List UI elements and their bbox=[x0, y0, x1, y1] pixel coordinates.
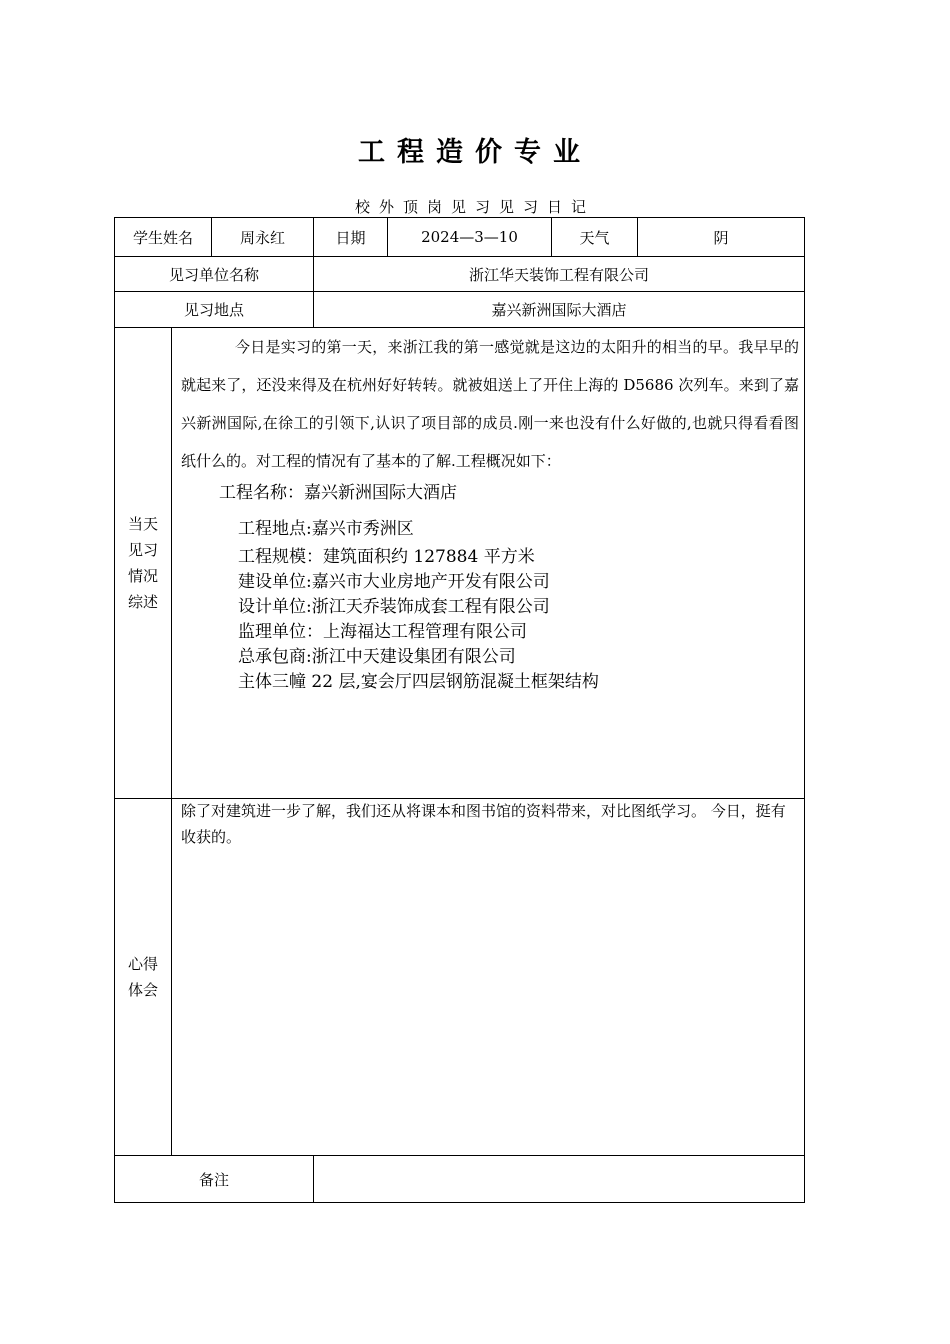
project-supervisor: 监理单位：上海福达工程管理有限公司 bbox=[238, 622, 527, 642]
project-details bbox=[238, 545, 599, 695]
unit-value: 浙江华天装饰工程有限公司 bbox=[468, 265, 649, 284]
summary-label: 当天见习情况综述 bbox=[128, 515, 159, 611]
project-scale: 工程规模：建筑面积约 127884 平方米 bbox=[238, 547, 535, 567]
project-location: 工程地点:嘉兴市秀洲区 bbox=[238, 519, 414, 539]
remarks-label: 备注 bbox=[198, 1170, 229, 1189]
date-label: 日期 bbox=[335, 228, 366, 247]
date-value: 2024—3—10 bbox=[421, 228, 518, 246]
unit-label: 见习单位名称 bbox=[168, 265, 259, 284]
location-value: 嘉兴新洲国际大酒店 bbox=[491, 301, 627, 319]
project-owner: 建设单位:嘉兴市大业房地产开发有限公司 bbox=[238, 572, 550, 592]
reflection-label-cell bbox=[128, 799, 158, 1155]
project-contractor: 总承包商:浙江中天建设集团有限公司 bbox=[238, 647, 516, 667]
reflection-text: 除了对建筑进一步了解，我们还从将课本和图书馆的资料带来，对比图纸学习。 今日，挺有收获的。 bbox=[181, 802, 786, 846]
remarks-value bbox=[314, 1156, 804, 1202]
project-designer: 设计单位:浙江天乔装饰成套工程有限公司 bbox=[238, 597, 550, 617]
weather-label: 天气 bbox=[579, 228, 610, 247]
summary-label-cell bbox=[128, 328, 158, 798]
location-label: 见习地点 bbox=[183, 301, 244, 319]
page-subtitle: 校外顶岗见习见习日记 bbox=[354, 198, 595, 216]
project-structure: 主体三幢 22 层,宴会厅四层钢筋混凝土框架结构 bbox=[238, 672, 599, 692]
project-name: 工程名称：嘉兴新洲国际大酒店 bbox=[219, 483, 457, 503]
weather-value: 阴 bbox=[713, 228, 729, 247]
reflection-label: 心得体会 bbox=[128, 955, 159, 999]
page-title: 工程造价专业 bbox=[358, 137, 592, 168]
summary-paragraph: 今日是实习的第一天，来浙江我的第一感觉就是这边的太阳升的相当的早。我早早的就起来了，还没来得及在杭州好好转转。就被姐送上了开住上海的 D5686 次列车。来到了嘉兴新洲国际,在徐工的引领下,认识了项目部的成员.刚一来也没有什么好做的,也就只得看看图纸什么的。对工程的情况有了基本的了解.工程概况如下： bbox=[181, 338, 799, 470]
summary-narrative bbox=[181, 328, 799, 480]
student-name-value: 周永红 bbox=[239, 228, 285, 247]
student-name-label: 学生姓名 bbox=[132, 228, 193, 247]
